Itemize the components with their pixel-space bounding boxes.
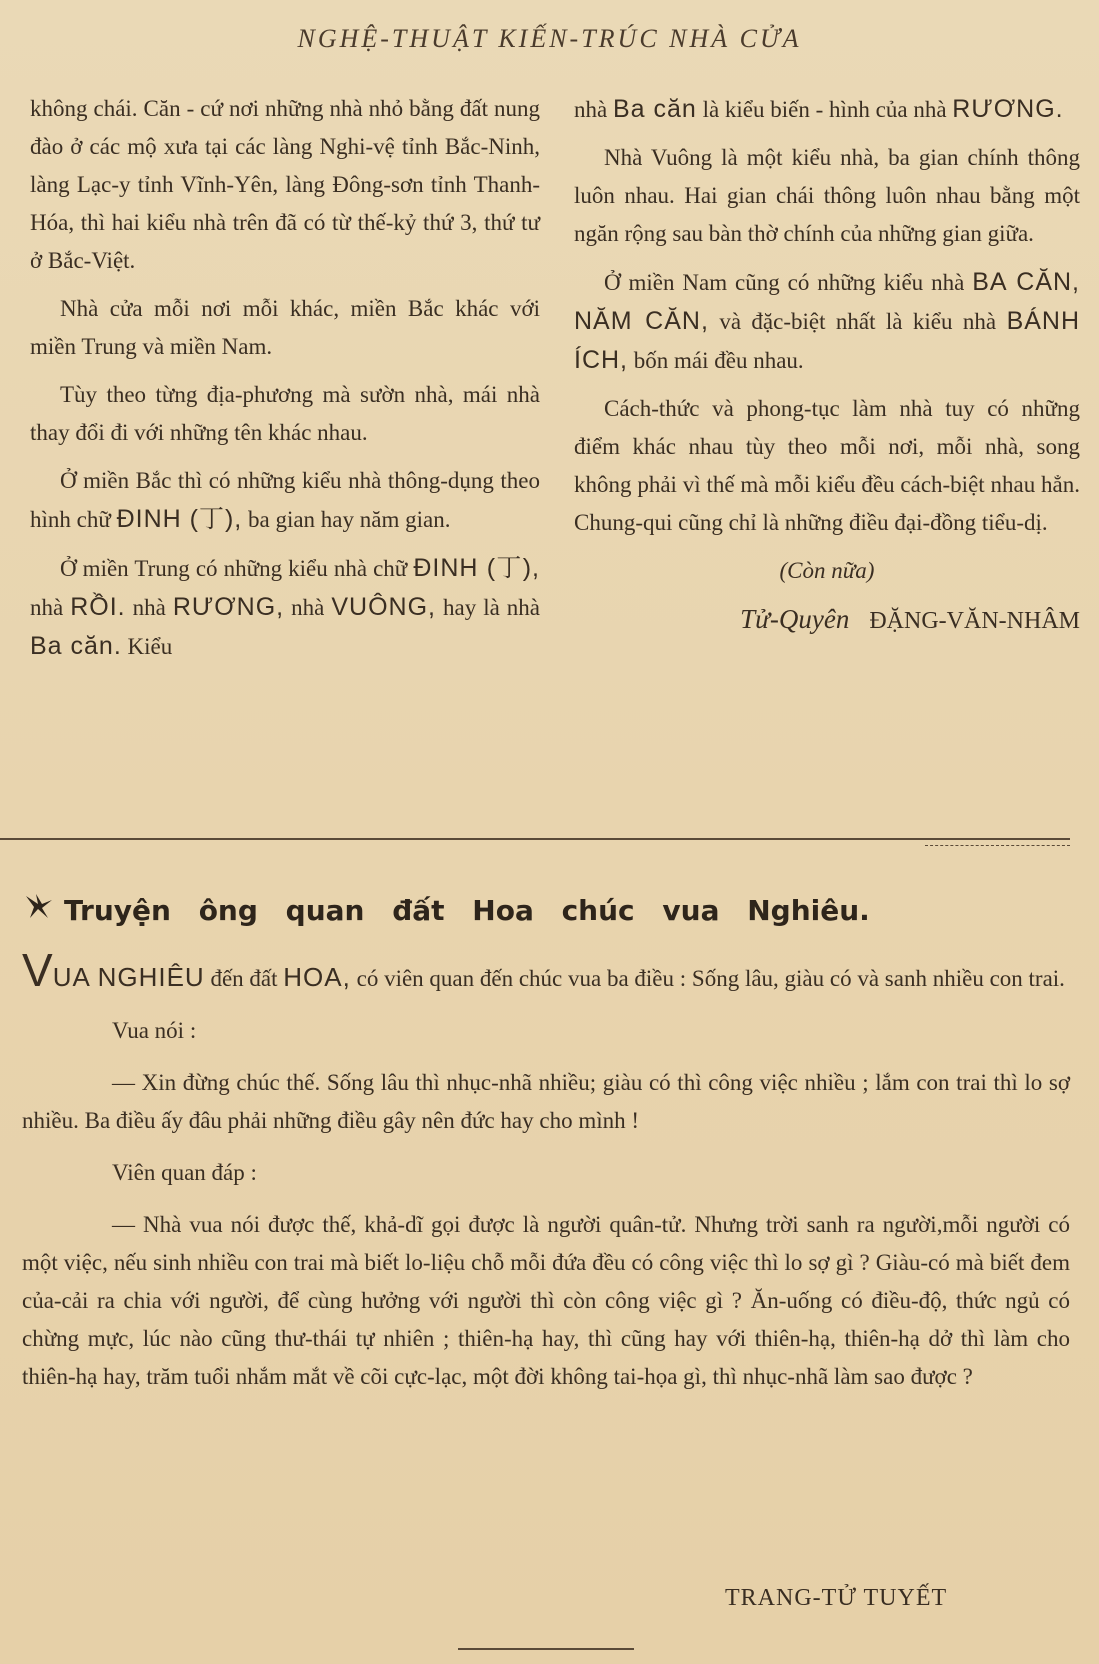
right-column <box>574 90 1080 650</box>
left-column <box>30 90 540 676</box>
paragraph: — Xin đừng chúc thế. Sống lâu thì nhục-nhã nhiều; giàu có thì công việc nhiều ; lắm con trai thì lo sợ nhiều. Ba điều ấy đâu phải những điều gây nên đức hay cho mình ! <box>22 1070 1070 1133</box>
continued-note: (Còn nữa) <box>779 558 875 583</box>
paragraph: VUA NGHIÊU đến đất HOA, có viên quan đến chúc vua ba điều : Sống lâu, giàu có và sanh nhiều con trai. <box>22 944 1065 996</box>
section-divider <box>0 838 1070 840</box>
paragraph: Vua nói : <box>112 1018 197 1043</box>
paragraph: Tùy theo từng địa-phương mà sườn nhà, mái nhà thay đổi đi với những tên khác nhau. <box>30 382 540 445</box>
story-author: TRANG-TỬ TUYẾT <box>725 1585 948 1611</box>
drop-cap: V <box>22 944 53 996</box>
paragraph: nhà Ba căn là kiểu biến - hình của nhà RƯƠNG. <box>574 95 1064 123</box>
paragraph: Cách-thức và phong-tục làm nhà tuy có những điểm khác nhau tùy theo mỗi nơi, mỗi nhà, song không phải vì thế mà mỗi kiểu đều cách-biệt nhau hẳn. Chung-qui cũng chỉ là những điều đại-đồng tiểu-dị. <box>574 396 1080 535</box>
paragraph: Viên quan đáp : <box>112 1160 257 1185</box>
author-name: ĐẶNG-VĂN-NHÂM <box>869 608 1080 634</box>
section-divider <box>925 845 1070 846</box>
paragraph: Nhà cửa mỗi nơi mỗi khác, miền Bắc khác với miền Trung và miền Nam. <box>30 296 540 359</box>
paragraph: Ở miền Nam cũng có những kiểu nhà BA CĂN, NĂM CĂN, và đặc-biệt nhất là kiểu nhà BÁNH ÍCH, bốn mái đều nhau. <box>574 268 1081 374</box>
story-title: Truyện ông quan đất Hoa chúc vua Nghiêu. <box>24 892 1074 928</box>
page-header: NGHỆ-THUẬT KIẾN-TRÚC NHÀ CỬA <box>297 24 802 53</box>
paragraph: Nhà Vuông là một kiểu nhà, ba gian chính thông luôn nhau. Hai gian chái thông luôn nhau bằng một ngăn rộng sau bàn thờ chính của những gian giữa. <box>574 145 1080 246</box>
pen-name: Tử-Quyên <box>740 604 850 634</box>
paragraph: không chái. Căn - cứ nơi những nhà nhỏ bằng đất nung đào ở các mộ xưa tại các làng Nghi-vệ tỉnh Bắc-Ninh, làng Lạc-y tỉnh Vĩnh-Yên, làng Đông-sơn tỉnh Thanh-Hóa, thì hai kiểu nhà trên đã có từ thế-kỷ thứ 3, thứ tư ở Bắc-Việt. <box>30 96 540 273</box>
paragraph: — Nhà vua nói được thế, khả-dĩ gọi được là người quân-tử. Nhưng trời sanh ra người,mỗi người có một việc, nếu sinh nhiều con trai mà biết lo-liệu chỗ mỗi đứa đều có công việc thì lo sợ gì ? Giàu-có mà biết đem của-cải ra chia với người, để cùng hưởng với người thì còn công việc gì ? Ăn-uống có điều-độ, thức ngủ có chừng mực, lúc nào cũng thư-thái tự nhiên ; thiên-hạ hay, thì cũng hay với thiên-hạ, thiên-hạ dở thì làm cho thiên-hạ hay, trăm tuổi nhắm mắt về cõi cực-lạc, một đời không tai-họa gì, thì nhục-nhã làm sao được ? <box>22 1212 1070 1389</box>
star-icon <box>24 892 54 928</box>
paragraph: Ở miền Trung có những kiểu nhà chữ ĐINH (丁), nhà RỒI. nhà RƯƠNG, nhà VUÔNG, hay là nhà Ba căn. Kiểu <box>30 554 540 660</box>
paragraph: Ở miền Bắc thì có những kiểu nhà thông-dụng theo hình chữ ĐINH (丁), ba gian hay năm gian. <box>30 468 540 533</box>
end-rule <box>458 1648 634 1650</box>
story-body <box>22 944 1070 1410</box>
article-signature <box>574 600 1080 640</box>
